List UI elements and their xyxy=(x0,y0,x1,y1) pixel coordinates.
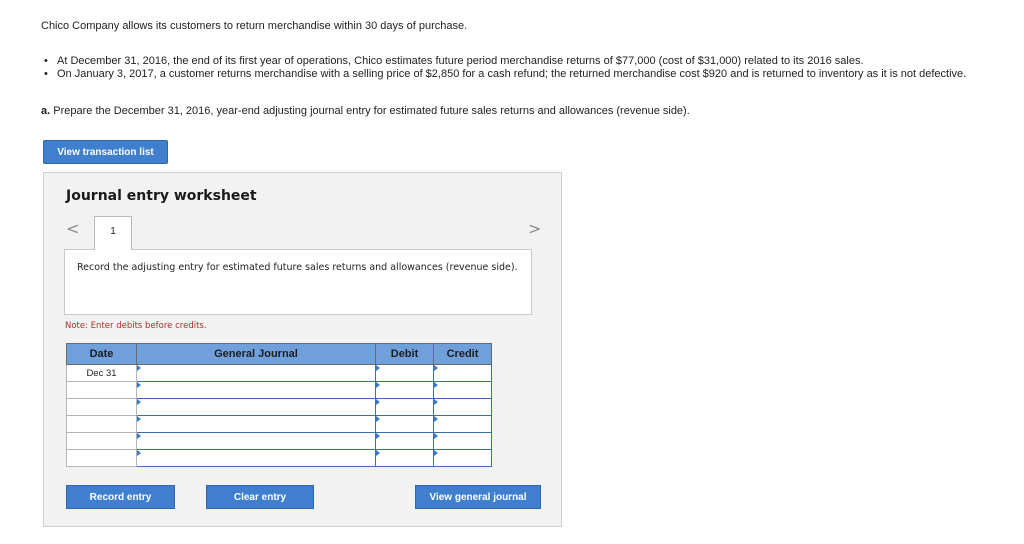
account-select[interactable] xyxy=(137,399,376,416)
table-row xyxy=(67,365,492,382)
table-row xyxy=(67,382,492,399)
bullet-item-2: • On January 3, 2017, a customer returns merchandise with a selling price of $2,850 for a cash refund; the returned merchandise cost $920 and is returned to inventory as it is not defective. xyxy=(41,68,966,81)
debit-input[interactable] xyxy=(376,399,434,416)
date-cell xyxy=(67,399,137,416)
worksheet-instruction: Record the adjusting entry for estimated future sales returns and allowances (revenue side). xyxy=(64,249,532,315)
record-entry-button[interactable]: Record entry xyxy=(66,485,175,509)
problem-bullets xyxy=(41,55,966,81)
date-cell xyxy=(67,416,137,433)
account-select[interactable] xyxy=(137,416,376,433)
worksheet-page-tab-1[interactable]: 1 xyxy=(94,216,132,250)
account-select[interactable] xyxy=(137,450,376,467)
credit-input[interactable] xyxy=(434,433,492,450)
header-general-journal: General Journal xyxy=(137,344,376,365)
credit-input[interactable] xyxy=(434,399,492,416)
account-select[interactable] xyxy=(137,382,376,399)
debit-input[interactable] xyxy=(376,416,434,433)
question-label: a. xyxy=(41,105,51,117)
problem-intro: Chico Company allows its customers to return merchandise within 30 days of purchase. xyxy=(41,20,468,32)
account-select[interactable] xyxy=(137,433,376,450)
table-row xyxy=(67,416,492,433)
debit-input[interactable] xyxy=(376,382,434,399)
credit-input[interactable] xyxy=(434,416,492,433)
chevron-left-icon[interactable]: < xyxy=(66,219,80,238)
credit-input[interactable] xyxy=(434,450,492,467)
journal-header-row xyxy=(67,344,492,365)
bullet-item-1: • At December 31, 2016, the end of its first year of operations, Chico estimates future period merchandise returns of $77,000 (cost of $31,000) related to its 2016 sales. xyxy=(41,55,966,68)
account-select[interactable] xyxy=(137,365,376,382)
date-cell xyxy=(67,382,137,399)
table-row xyxy=(67,399,492,416)
date-cell xyxy=(67,450,137,467)
header-debit: Debit xyxy=(376,344,434,365)
general-journal-table xyxy=(66,343,492,467)
header-date: Date xyxy=(67,344,137,365)
date-cell: Dec 31 xyxy=(67,365,137,382)
table-row xyxy=(67,433,492,450)
clear-entry-button[interactable]: Clear entry xyxy=(206,485,314,509)
debits-before-credits-note: Note: Enter debits before credits. xyxy=(65,321,207,331)
credit-input[interactable] xyxy=(434,382,492,399)
debit-input[interactable] xyxy=(376,365,434,382)
chevron-right-icon[interactable]: > xyxy=(528,219,542,238)
debit-input[interactable] xyxy=(376,450,434,467)
credit-input[interactable] xyxy=(434,365,492,382)
date-cell xyxy=(67,433,137,450)
view-transaction-list-button[interactable]: View transaction list xyxy=(43,140,168,164)
view-general-journal-button[interactable]: View general journal xyxy=(415,485,541,509)
question-text: Prepare the December 31, 2016, year-end adjusting journal entry for estimated future sales returns and allowances (revenue side). xyxy=(53,105,690,117)
debit-input[interactable] xyxy=(376,433,434,450)
header-credit: Credit xyxy=(434,344,492,365)
question-a xyxy=(41,105,690,117)
table-row xyxy=(67,450,492,467)
worksheet-title: Journal entry worksheet xyxy=(66,188,257,204)
journal-entry-worksheet xyxy=(43,172,562,527)
